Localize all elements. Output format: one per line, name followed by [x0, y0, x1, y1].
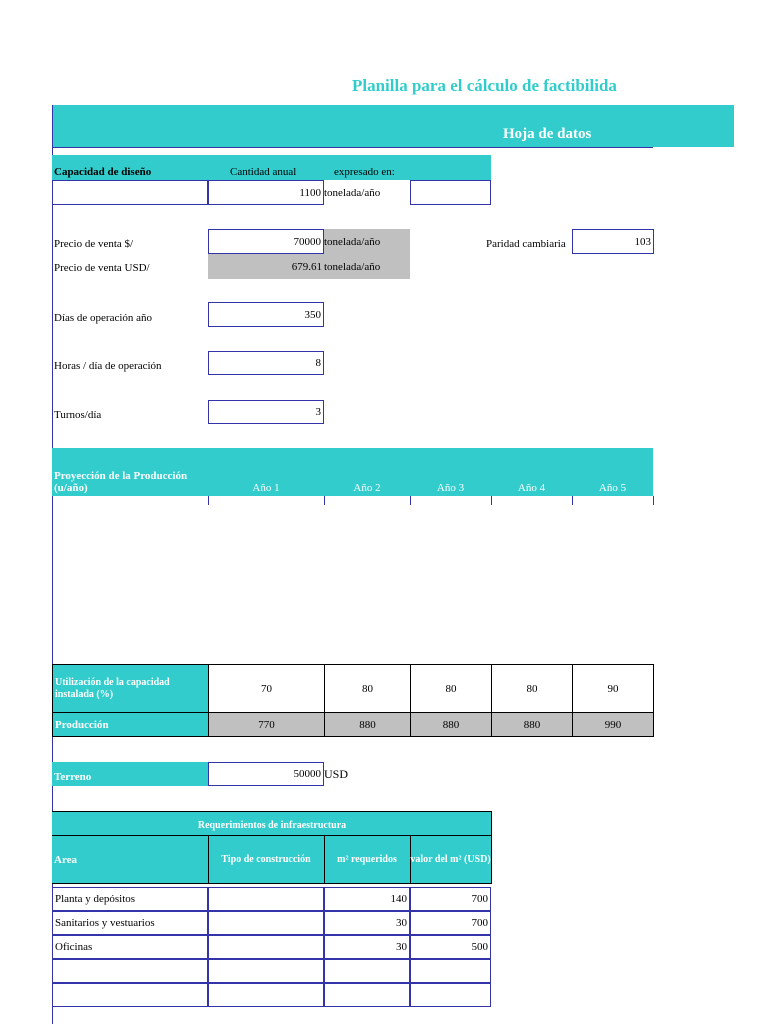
- land-label: Terreno: [52, 762, 208, 786]
- days-label: Días de operación año: [54, 312, 153, 324]
- infra-row-m2[interactable]: 30: [324, 911, 410, 935]
- production-cell-4: 880: [491, 712, 573, 737]
- infra-header-value: valor del m² (USD): [410, 853, 491, 865]
- sheet-header-band: [52, 105, 734, 147]
- infra-row-type[interactable]: [208, 935, 324, 959]
- production-cell-2: 880: [324, 712, 411, 737]
- price-ars-cell[interactable]: 70000: [208, 229, 324, 254]
- infra-row-m2[interactable]: 140: [324, 887, 410, 911]
- projection-tick: [491, 496, 492, 505]
- infra-row-area[interactable]: [52, 983, 208, 1007]
- infra-row-area[interactable]: Oficinas: [52, 935, 208, 959]
- infra-row-type[interactable]: [208, 983, 324, 1007]
- price-ars-label: Precio de venta $/: [54, 238, 134, 250]
- price-usd-label: Precio de venta USD/: [54, 262, 150, 274]
- infra-row-value[interactable]: [410, 959, 491, 983]
- production-label: Producción: [52, 712, 209, 737]
- projection-year-3: Año 3: [436, 482, 465, 494]
- hours-label: Horas / día de operación: [54, 360, 162, 372]
- infra-title: Requerimientos de infraestructura: [197, 820, 347, 831]
- infra-row-value[interactable]: [410, 983, 491, 1007]
- utilization-cell-5[interactable]: 90: [572, 664, 654, 713]
- land-cell[interactable]: 50000: [208, 762, 324, 786]
- capacity-col-unit: expresado en:: [334, 166, 395, 178]
- production-cell-5: 990: [572, 712, 654, 737]
- hours-cell[interactable]: 8: [208, 351, 324, 375]
- utilization-label: Utilización de la capacidad instalada (%): [52, 664, 209, 713]
- utilization-cell-2[interactable]: 80: [324, 664, 411, 713]
- exchange-label: Paridad cambiaria: [486, 238, 566, 250]
- infra-header-area: Area: [54, 853, 78, 866]
- projection-tick: [572, 496, 573, 505]
- projection-year-2: Año 2: [353, 482, 381, 494]
- projection-tick: [410, 496, 411, 505]
- infra-row-value[interactable]: 700: [410, 911, 491, 935]
- projection-tick: [653, 496, 654, 505]
- infra-row-m2[interactable]: 30: [324, 935, 410, 959]
- page-title: Planilla para el cálculo de factibilida: [352, 76, 617, 95]
- utilization-cell-1[interactable]: 70: [208, 664, 325, 713]
- shifts-label: Turnos/día: [54, 409, 102, 421]
- infra-row-area[interactable]: Planta y depósitos: [52, 887, 208, 911]
- exchange-cell[interactable]: 103: [572, 229, 654, 254]
- days-cell[interactable]: 350: [208, 302, 324, 327]
- infra-row-value[interactable]: 500: [410, 935, 491, 959]
- projection-year-4: Año 4: [517, 482, 546, 494]
- projection-year-1: Año 1: [252, 482, 280, 494]
- infra-row-type[interactable]: [208, 959, 324, 983]
- infra-row-area[interactable]: Sanitarios y vestuarios: [52, 911, 208, 935]
- production-cell-1: 770: [208, 712, 325, 737]
- infra-row-m2[interactable]: [324, 983, 410, 1007]
- capacity-unit: tonelada/año: [324, 186, 381, 199]
- infra-header-m2: m² requeridos: [337, 854, 397, 865]
- capacity-blank-cell[interactable]: [52, 180, 208, 205]
- infra-border: [52, 883, 492, 884]
- projection-tick: [208, 496, 209, 505]
- infra-row-m2[interactable]: [324, 959, 410, 983]
- infra-border: [52, 811, 492, 812]
- price-usd-unit: tonelada/año: [324, 254, 410, 279]
- sheet-title: Hoja de datos: [503, 126, 592, 142]
- shifts-cell[interactable]: 3: [208, 400, 324, 424]
- capacity-label: Capacidad de diseño: [54, 166, 152, 178]
- projection-label: Proyección de la Producción (u/año): [54, 470, 188, 494]
- projection-year-5: Año 5: [598, 482, 627, 494]
- infra-row-type[interactable]: [208, 911, 324, 935]
- capacity-qty-cell[interactable]: 1100: [208, 180, 324, 205]
- infra-row-area[interactable]: [52, 959, 208, 983]
- utilization-cell-4[interactable]: 80: [491, 664, 573, 713]
- infra-row-value[interactable]: 700: [410, 887, 491, 911]
- price-ars-unit: tonelada/año: [324, 229, 410, 254]
- utilization-cell-3[interactable]: 80: [410, 664, 492, 713]
- infra-row-type[interactable]: [208, 887, 324, 911]
- production-cell-3: 880: [410, 712, 492, 737]
- price-usd-cell: 679.61: [208, 254, 324, 279]
- land-unit: USD: [324, 766, 349, 781]
- infra-header-type: Tipo de construcción: [221, 854, 311, 865]
- header-underline: [52, 147, 653, 148]
- projection-tick: [324, 496, 325, 505]
- capacity-col-qty: Cantidad anual: [230, 166, 297, 178]
- capacity-extra-cell[interactable]: [410, 180, 491, 205]
